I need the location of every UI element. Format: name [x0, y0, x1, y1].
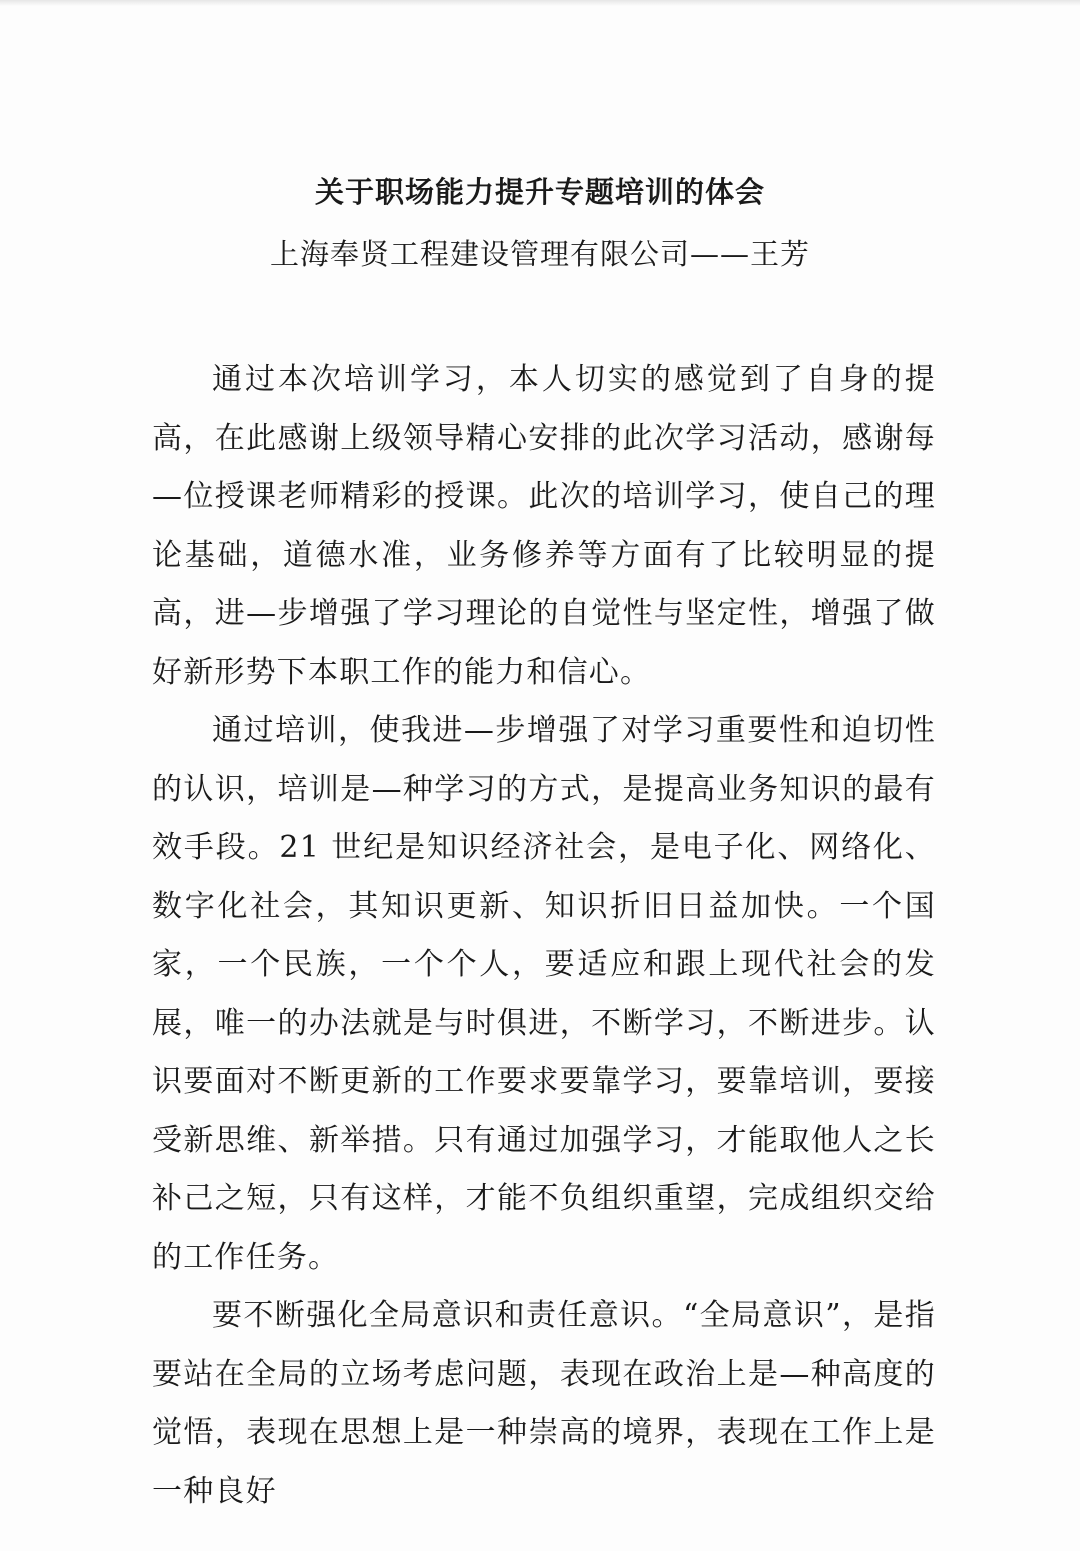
- author-line: 上海奉贤工程建设管理有限公司——王芳: [269, 237, 810, 271]
- paragraph-3: 要不断强化全局意识和责任意识。“全局意识”，是指要站在全局的立场考虑问题，表现在政治上是—种高度的觉悟，表现在思想上是一种崇高的境界，表现在工作上是一种良好: [152, 1298, 936, 1509]
- paragraph-1: 通过本次培训学习，本人切实的感觉到了自身的提高，在此感谢上级领导精心安排的此次学习活动，感谢每—位授课老师精彩的授课。此次的培训学习，使自己的理论基础，道德水准，业务修养等方面有了比较明显的提高，进—步增强了学习理论的自觉性与坚定性，增强了做好新形势下本职工作的能力和信心。: [152, 362, 936, 690]
- document-body: [152, 351, 936, 1521]
- paragraph-2: 通过培训，使我进—步增强了对学习重要性和迫切性的认识，培训是—种学习的方式，是提高业务知识的最有效手段。21 世纪是知识经济社会，是电子化、网络化、数字化社会，其知识更新、知识折旧日益加快。一个国家，一个民族，一个个人，要适应和跟上现代社会的发展，唯一的办法就是与时俱进，不断学习，不断进步。认识要面对不断更新的工作要求要靠学习，要靠培训，要接受新思维、新举措。只有通过加强学习，才能取他人之长补己之短，只有这样，才能不负组织重望，完成组织交给的工作任务。: [152, 713, 936, 1275]
- scan-edge-shadow: [0, 0, 1080, 6]
- document-title: 关于职场能力提升专题培训的体会: [314, 175, 765, 209]
